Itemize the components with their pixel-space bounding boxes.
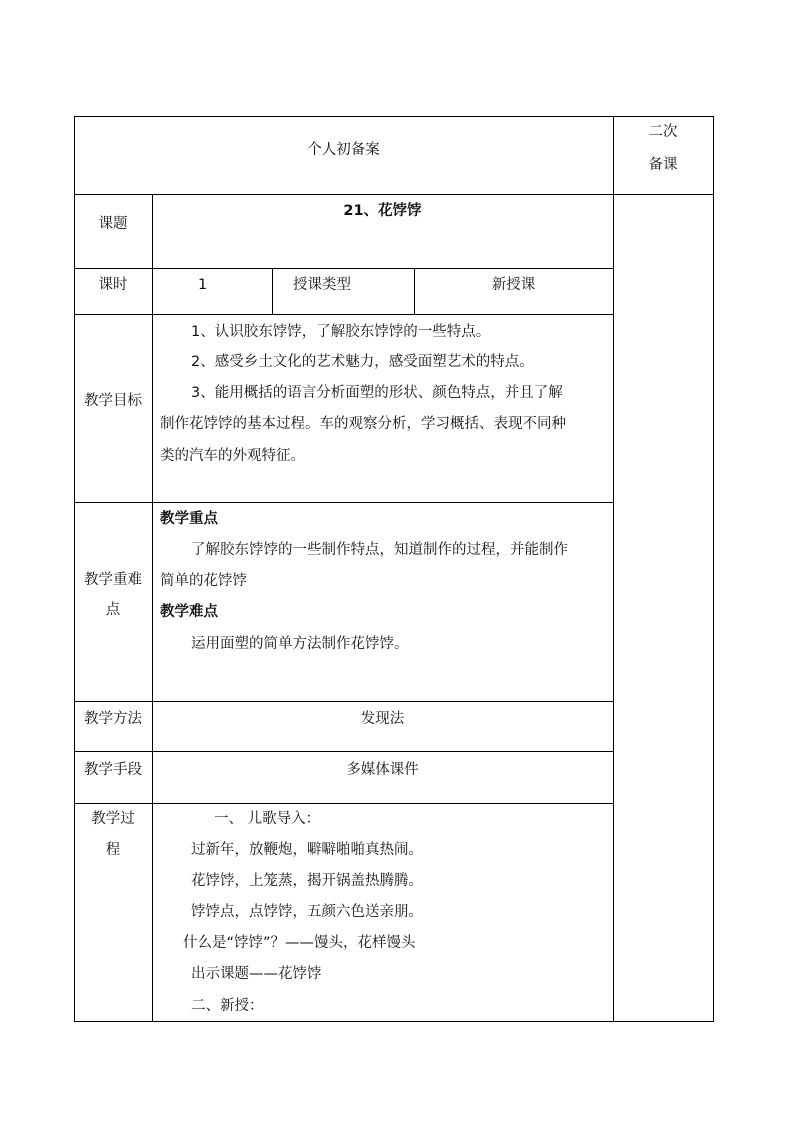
divider: [74, 314, 614, 315]
divider: [74, 194, 714, 195]
second-prep-label: 备课: [648, 157, 678, 173]
method-value: 发现法: [360, 711, 405, 727]
topic-value: 21、花饽饽: [343, 203, 422, 219]
divider: [74, 502, 614, 503]
topic-label: 课题: [98, 216, 128, 232]
process-line: 二、新授：: [191, 998, 264, 1014]
objective-line: 3、能用概括的语言分析面塑的形状、颜色特点，并且了解: [191, 385, 563, 401]
header-title: 个人初备案: [307, 142, 380, 158]
difficulty-line: 运用面塑的简单方法制作花饽饽。: [191, 636, 409, 652]
lesson-type-label: 授课类型: [293, 277, 351, 293]
process-line: 什么是“饽饽”？——馒头，花样馒头: [183, 935, 416, 951]
objective-line: 制作花饽饽的基本过程。车的观察分析，学习概括、表现不同种: [160, 416, 566, 432]
divider: [74, 803, 614, 804]
border-right: [713, 116, 714, 1022]
second-prep-column-divider: [613, 116, 614, 1022]
process-label: 教学过: [91, 811, 135, 827]
key-line: 了解胶东饽饽的一些制作特点，知道制作的过程，并能制作: [191, 542, 568, 558]
difficulty-heading: 教学难点: [160, 604, 218, 620]
objectives-label: 教学目标: [84, 393, 142, 409]
key-line: 简单的花饽饽: [160, 573, 247, 589]
key-heading: 教学重点: [160, 511, 218, 527]
means-value: 多媒体课件: [346, 762, 419, 778]
process-line: 过新年，放鞭炮，噼噼啪啪真热闹。: [191, 842, 423, 858]
cell-divider: [272, 268, 273, 315]
border-top: [74, 116, 714, 117]
means-label: 教学手段: [84, 762, 142, 778]
second-prep-label: 二次: [648, 124, 678, 140]
process-line: 出示课题——花饽饽: [191, 966, 322, 982]
process-line: 一、 儿歌导入：: [214, 811, 321, 827]
objective-line: 2、感受乡土文化的艺术魅力，感受面塑艺术的特点。: [191, 354, 534, 370]
process-label: 程: [105, 842, 121, 858]
process-line: 饽饽点，点饽饽，五颜六色送亲朋。: [191, 904, 423, 920]
divider: [74, 701, 614, 702]
method-label: 教学方法: [84, 711, 142, 727]
objective-line: 类的汽车的外观特征。: [160, 448, 305, 464]
divider: [74, 268, 614, 269]
process-line: 花饽饽，上笼蒸，揭开锅盖热腾腾。: [191, 873, 423, 889]
divider: [74, 751, 614, 752]
period-value: 1: [198, 277, 208, 293]
border-bottom: [74, 1021, 714, 1022]
border-left: [74, 116, 75, 1022]
period-label: 课时: [98, 277, 128, 293]
objective-line: 1、认识胶东饽饽，了解胶东饽饽的一些特点。: [191, 324, 491, 340]
keypoints-label: 点: [105, 602, 121, 618]
lesson-type-value: 新授课: [491, 277, 536, 293]
label-column-divider: [152, 194, 153, 1022]
keypoints-label: 教学重难: [84, 572, 142, 588]
